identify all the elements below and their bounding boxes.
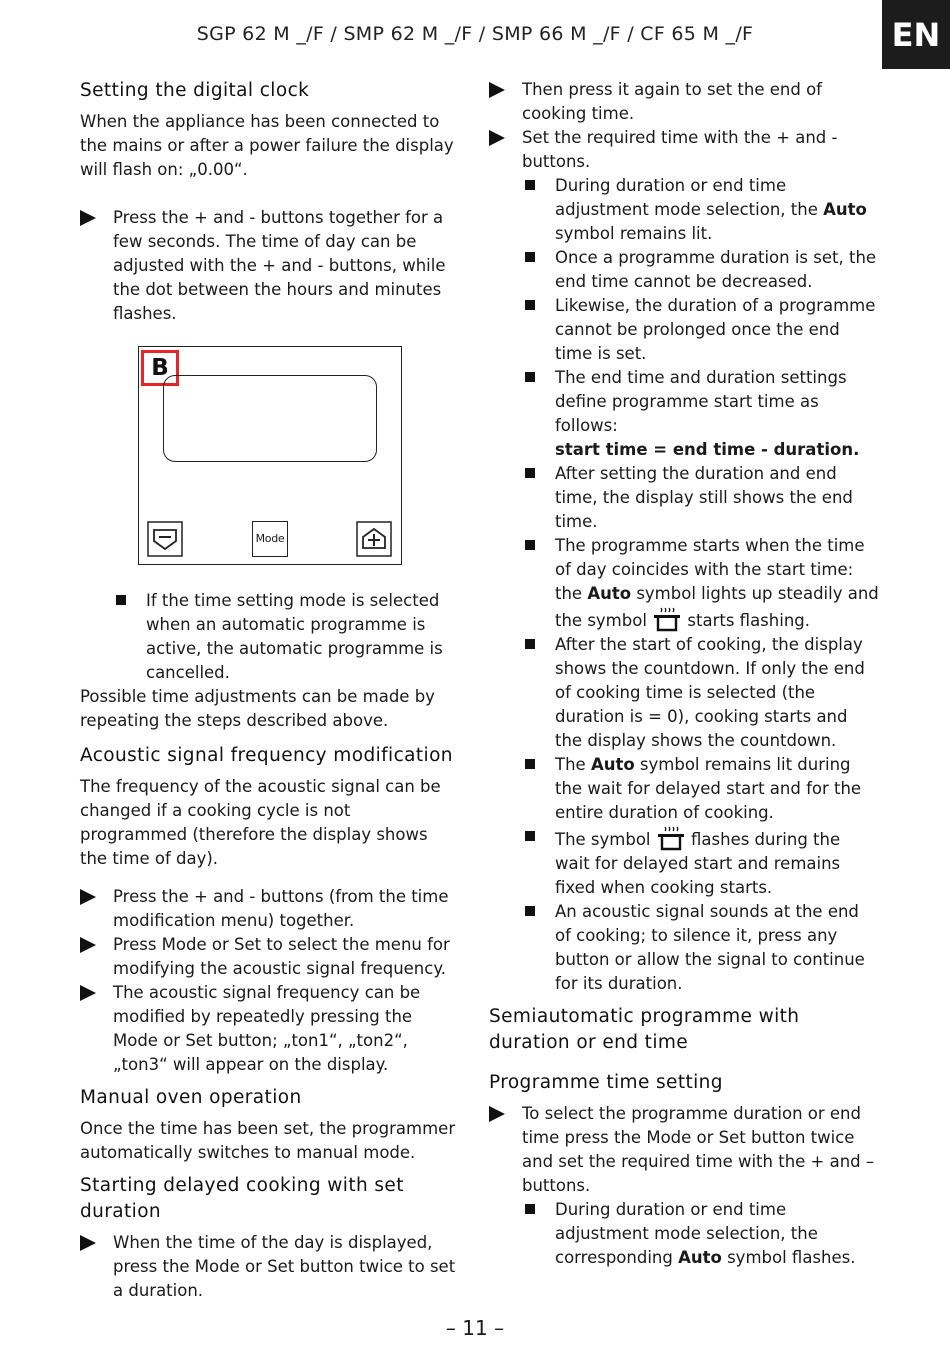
- step-item: [80, 885, 456, 933]
- bullet-text: Likewise, the duration of a programme cannot be prolonged once the end time is set.: [555, 296, 876, 363]
- figure-label: B: [141, 350, 179, 386]
- step-text: Then press it again to set the end of cooking time.: [522, 80, 822, 123]
- bullet-text: After the start of cooking, the display shows the countdown. If only the end of cooking time is selected (the duration is = 0), cooking starts and the display shows the countdown.: [555, 635, 865, 750]
- arrow-icon: [489, 82, 505, 98]
- bullet-item: [522, 294, 879, 366]
- section-title-clock: Setting the digital clock: [80, 80, 310, 101]
- bullet-text: The symbol: [555, 830, 656, 849]
- step-text: Set the required time with the + and - buttons.: [522, 128, 838, 171]
- step-text: Press the + and - buttons (from the time modification menu) together.: [113, 887, 449, 930]
- arrow-icon: [80, 985, 96, 1001]
- bullet-text: symbol flashes.: [721, 1248, 856, 1267]
- section-title-programme-time: Programme time setting: [489, 1072, 723, 1093]
- step-text: Press the + and - buttons together for a few seconds. The time of day can be adjusted with the + and - buttons, while the dot between the hours and minutes flashes.: [113, 208, 446, 323]
- display-screen: [163, 375, 377, 462]
- section-title-acoustic: Acoustic signal frequency modification: [80, 745, 453, 766]
- step-text: The acoustic signal frequency can be modified by repeatedly pressing the Mode or Set button; „ton1“, „ton2“, „ton3“ will appear on the display.: [113, 983, 421, 1074]
- bullet-item: [522, 1198, 879, 1270]
- bullet-square-icon: [525, 1204, 535, 1214]
- step-item: [489, 78, 879, 126]
- bullet-item: [522, 900, 879, 996]
- bullet-item: [522, 462, 879, 534]
- page-number: – 11 –: [445, 1316, 505, 1340]
- step-item: [489, 126, 879, 174]
- bullet-text: The programme starts when the time of day coincides with the start time: the: [555, 536, 865, 603]
- arrow-icon: [80, 210, 96, 226]
- auto-label: Auto: [823, 200, 867, 219]
- bullet-square-icon: [116, 595, 126, 605]
- bullet-item: [522, 825, 879, 900]
- arrow-icon: [80, 937, 96, 953]
- language-tab: EN: [882, 0, 950, 69]
- bullet-text: The end time and duration settings define programme start time as follows:: [555, 368, 847, 435]
- bullet-square-icon: [525, 180, 535, 190]
- step-item: [80, 206, 456, 326]
- bullet-square-icon: [525, 906, 535, 916]
- step-text: When the time of the day is displayed, press the Mode or Set button twice to set a duration.: [113, 1233, 456, 1300]
- section-title-manual: Manual oven operation: [80, 1087, 302, 1108]
- bullet-text: If the time setting mode is selected when an automatic programme is active, the automatic programme is cancelled.: [146, 591, 443, 682]
- step-text: To select the programme duration or end time press the Mode or Set button twice and set the required time with the + and – buttons.: [522, 1104, 875, 1195]
- bullet-text: During duration or end time adjustment mode selection, the corresponding: [555, 1200, 818, 1267]
- bullet-item: [522, 246, 879, 294]
- bullet-item: [522, 534, 879, 633]
- bullet-text: symbol remains lit during the wait for delayed start and for the entire duration of cooking.: [555, 755, 862, 822]
- right-column: [489, 78, 879, 1270]
- formula-text: start time = end time - duration.: [555, 440, 860, 459]
- cooking-pot-icon: [656, 825, 686, 851]
- minus-button-icon: [147, 521, 183, 557]
- auto-label: Auto: [587, 584, 632, 603]
- bullet-text: During duration or end time adjustment mode selection, the: [555, 176, 824, 219]
- bullet-square-icon: [525, 540, 535, 550]
- bullet-square-icon: [525, 252, 535, 262]
- left-column: [80, 78, 456, 1303]
- step-item: [489, 1102, 879, 1198]
- arrow-icon: [80, 889, 96, 905]
- arrow-icon: [80, 1235, 96, 1251]
- arrow-icon: [489, 130, 505, 146]
- bullet-text: flashes during the wait for delayed start and remains fixed when cooking starts.: [555, 830, 841, 897]
- bullet-square-icon: [525, 300, 535, 310]
- section-title-semiautomatic: Semiautomatic programme with duration or end time: [489, 1006, 800, 1053]
- auto-label: Auto: [678, 1248, 722, 1267]
- arrow-icon: [489, 1106, 505, 1122]
- display-figure: [138, 346, 402, 565]
- clock-after-text: Possible time adjustments can be made by repeating the steps described above.: [80, 687, 435, 730]
- mode-button-icon: Mode: [252, 521, 288, 557]
- step-item: [80, 1231, 456, 1303]
- acoustic-intro: The frequency of the acoustic signal can be changed if a cooking cycle is not programmed (therefore the display shows the time of day).: [80, 777, 441, 868]
- step-item: [80, 933, 456, 981]
- bullet-square-icon: [525, 468, 535, 478]
- bullet-text: Once a programme duration is set, the end time cannot be decreased.: [555, 248, 877, 291]
- auto-label: Auto: [590, 755, 635, 774]
- bullet-square-icon: [525, 759, 535, 769]
- bullet-text: After setting the duration and end time, the display still shows the end time.: [555, 464, 853, 531]
- step-item: [80, 981, 456, 1077]
- manual-text: Once the time has been set, the programmer automatically switches to manual mode.: [80, 1119, 456, 1162]
- step-text: Press Mode or Set to select the menu for modifying the acoustic signal frequency.: [113, 935, 450, 978]
- bullet-text: symbol remains lit.: [555, 224, 713, 243]
- bullet-item: [522, 633, 879, 753]
- bullet-item: [113, 589, 456, 685]
- clock-intro: When the appliance has been connected to the mains or after a power failure the display will flash on: „0.00“.: [80, 112, 454, 179]
- bullet-item: [522, 753, 879, 825]
- plus-button-icon: [356, 521, 392, 557]
- cooking-pot-icon: [652, 606, 682, 632]
- bullet-square-icon: [525, 831, 535, 841]
- bullet-square-icon: [525, 639, 535, 649]
- bullet-item: [522, 174, 879, 246]
- bullet-text: An acoustic signal sounds at the end of cooking; to silence it, press any button or allow the signal to continue for its duration.: [555, 902, 865, 993]
- page-header: SGP 62 M _/F / SMP 62 M _/F / SMP 66 M _/F / CF 65 M _/F: [196, 23, 754, 45]
- bullet-text: The: [555, 755, 591, 774]
- bullet-text: starts flashing.: [682, 611, 810, 630]
- bullet-item: [522, 366, 879, 462]
- bullet-square-icon: [525, 372, 535, 382]
- bullet-text: symbol lights up steadily and the symbol: [555, 584, 879, 630]
- section-title-delayed: Starting delayed cooking with set duration: [80, 1175, 404, 1222]
